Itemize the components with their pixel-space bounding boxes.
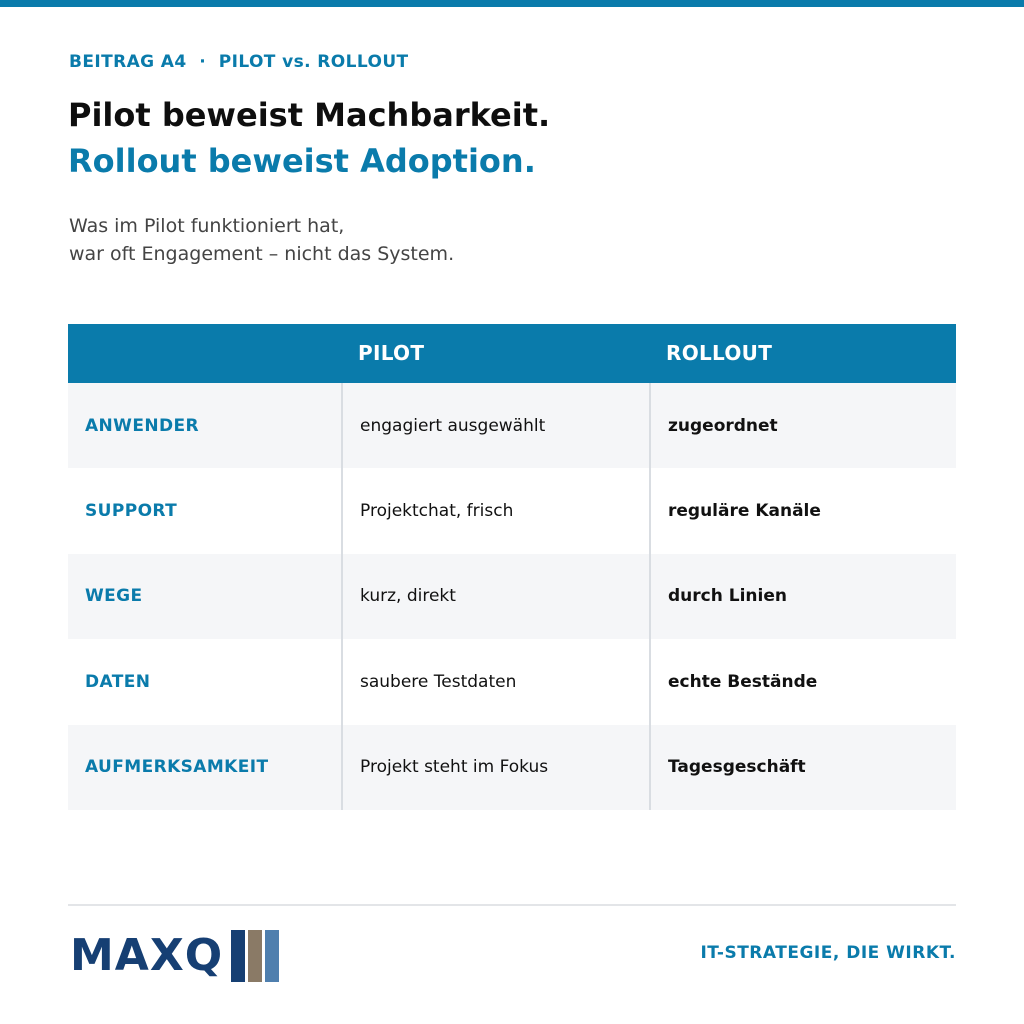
maxq-logo xyxy=(70,928,282,984)
table-row xyxy=(68,725,956,810)
rollout-value: echte Bestände xyxy=(668,671,818,692)
table-row xyxy=(68,639,956,724)
subtitle xyxy=(69,212,454,268)
top-accent-bar xyxy=(0,0,1024,7)
logo-bar xyxy=(231,930,245,982)
subtitle-line-2: war oft Engagement – nicht das System. xyxy=(69,243,455,265)
footer-divider xyxy=(68,904,956,906)
table-row xyxy=(68,554,956,639)
row-label: ANWENDER xyxy=(85,415,199,436)
pilot-value: kurz, direkt xyxy=(360,586,456,607)
logo-bar xyxy=(248,930,262,982)
logo-bars-icon xyxy=(231,930,282,982)
logo-wordmark: MAXQ xyxy=(70,930,224,981)
column-header-rollout: ROLLOUT xyxy=(666,341,773,365)
row-label: AUFMERKSAMKEIT xyxy=(85,757,269,778)
rollout-value: Tagesgeschäft xyxy=(668,757,806,778)
column-header-empty xyxy=(68,324,341,383)
tagline: IT-STRATEGIE, DIE WIRKT. xyxy=(700,943,956,963)
headline-line-2: Rollout beweist Adoption. xyxy=(68,142,536,180)
row-label: WEGE xyxy=(85,586,143,607)
table-row xyxy=(68,468,956,553)
pilot-value: saubere Testdaten xyxy=(360,671,517,692)
headline xyxy=(68,92,550,184)
rollout-value: durch Linien xyxy=(668,586,787,607)
pilot-value: Projektchat, frisch xyxy=(360,501,514,522)
eyebrow-label: BEITRAG A4 · PILOT vs. ROLLOUT xyxy=(69,52,409,72)
subtitle-line-1: Was im Pilot funktioniert hat, xyxy=(69,215,345,237)
headline-line-1: Pilot beweist Machbarkeit. xyxy=(68,96,551,134)
pilot-value: Projekt steht im Fokus xyxy=(360,757,549,778)
table-row xyxy=(68,383,956,468)
column-header-pilot: PILOT xyxy=(358,341,425,365)
row-label: SUPPORT xyxy=(85,501,178,522)
comparison-table xyxy=(68,324,956,810)
rollout-value: reguläre Kanäle xyxy=(668,501,821,522)
pilot-value: engagiert ausgewählt xyxy=(360,415,546,436)
table-header xyxy=(68,324,956,383)
rollout-value: zugeordnet xyxy=(668,415,778,436)
row-label: DATEN xyxy=(85,671,151,692)
logo-bar xyxy=(265,930,279,982)
